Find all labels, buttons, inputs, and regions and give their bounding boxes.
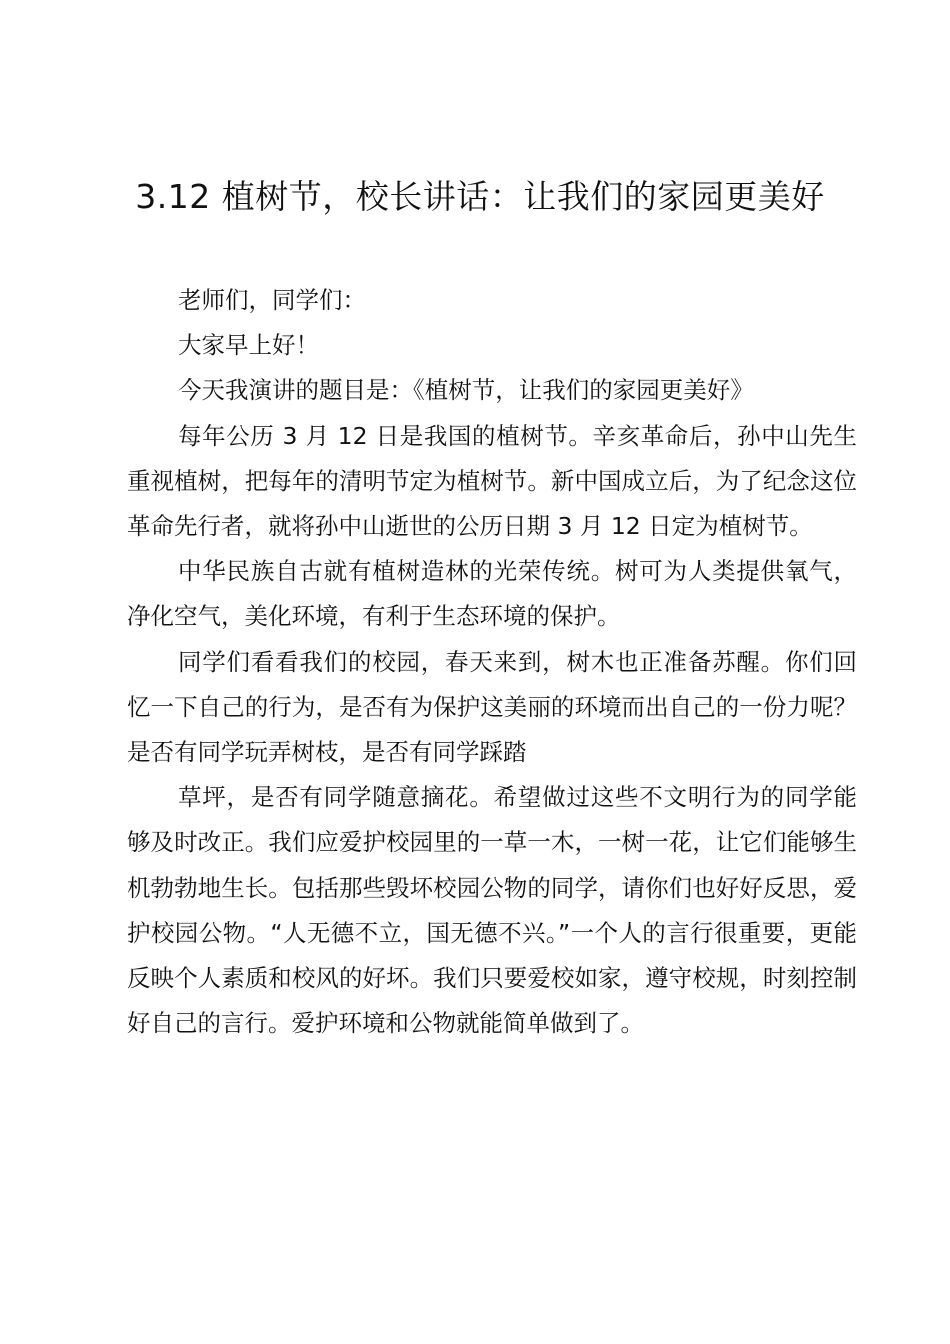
document-title: 3.12 植树节，校长讲话：让我们的家园更美好 (135, 177, 825, 216)
speech-topic: 今天我演讲的题目是：《植树节，让我们的家园更美好》 (178, 376, 754, 405)
paragraph-tradition: 中华民族自古就有植树造林的光荣传统。树可为人类提供氧气，净化空气，美化环境，有利于生态环境的保护。 (127, 557, 857, 631)
document-body (127, 278, 857, 1046)
salutation: 老师们，同学们： (178, 286, 366, 314)
greeting: 大家早上好！ (178, 331, 319, 360)
paragraph-history: 每年公历 3 月 12 日是我国的植树节。辛亥革命后，孙中山先生重视植树，把每年的清明节定为植树节。新中国成立后，为了纪念这位革命先行者，就将孙中山逝世的公历日期 3 月 12 日定为植树节。 (127, 421, 857, 541)
paragraph-conduct: 草坪，是否有同学随意摘花。希望做过这些不文明行为的同学能够及时改正。我们应爱护校园里的一草一木，一树一花，让它们能够生机勃勃地生长。包括那些毁坏校园公物的同学，请你们也好好反思，爱护校园公物。“人无德不立，国无德不兴。”一个人的言行很重要，更能反映个人素质和校风的好坏。我们只要爱校如家，遵守校规，时刻控制好自己的言行。爱护环境和公物就能简单做到了。 (127, 783, 857, 1038)
paragraph-campus: 同学们看看我们的校园，春天来到，树木也正准备苏醒。你们回忆一下自己的行为，是否有为保护这美丽的环境而出自己的一份力呢？是否有同学玩弄树枝，是否有同学踩踏 (127, 647, 857, 767)
